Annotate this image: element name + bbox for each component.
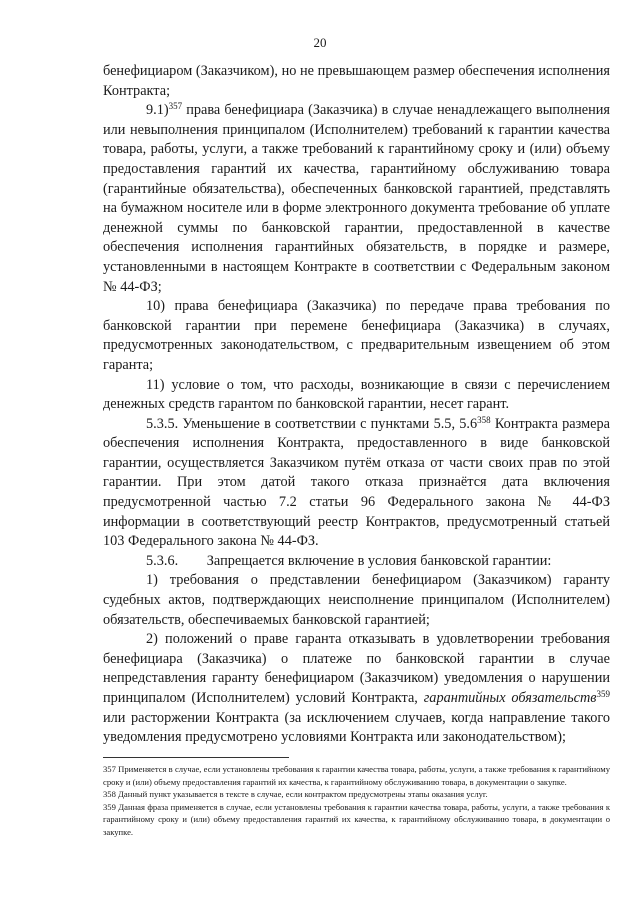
- footnote-ref-359: 359: [596, 689, 610, 700]
- paragraph-9-1: [103, 101, 610, 297]
- footnotes: [103, 763, 610, 839]
- paragraph-item-2: [103, 630, 610, 748]
- paragraph-11: [103, 376, 610, 415]
- page-number: 20: [313, 35, 327, 50]
- paragraph-continuation: [103, 62, 610, 101]
- paragraph-text: 10) права бенефициара (Заказчика) по передаче права требования по банковской гарантии при перемене бенефициара (Заказчика) в случаях, предусмотренных законодательством, с предварительным извещением об этом гаранта;: [103, 298, 610, 373]
- paragraph-text: 5.3.6. Запрещается включение в условия банковской гарантии:: [146, 552, 552, 569]
- footnote-separator: [103, 757, 289, 758]
- paragraph-text: права бенефициара (Заказчика) в случае ненадлежащего выполнения или невыполнения принципалом (Исполнителем) требований к гарантии качества товара, работы, услуги, а также требований к гарантийному сроку и (или) объему предоставления гарантий их качества, гарантийному обслуживанию товара (гарантийные обязательства), обеспеченных банковской гарантией, представлять на бумажном носителе или в форме электронного документа требование об уплате денежной суммы по банковской гарантии, предоставленной в качестве обеспечения исполнения гарантийных обязательств, в порядке и размере, установленными в настоящем Контракте в соответствии с Федеральным законом № 44-ФЗ;: [103, 102, 610, 295]
- paragraph-text: бенефициаром (Заказчиком), но не превышающем размер обеспечения исполнения Контракта;: [103, 63, 610, 99]
- paragraph-text: Контракта размера обеспечения исполнения Контракта, предоставленного в виде банковской гарантии, осуществляется Заказчиком путём отказа от части своих прав по этой гарантии. При этом датой такого отказа признаётся дата включения предусмотренной частью 7.2 статьи 96 Федерального закона № 44-ФЗ информации в соответствующий реестр Контрактов, предусмотренный статьей 103 Федерального закона № 44-ФЗ.: [103, 415, 610, 550]
- footnote-359: 359 Данная фраза применяется в случае, если установлены требования к гарантии качества товара, работы, услуги, а также требования к гарантийному сроку и (или) объему предоставления гарантий их качества, к гарантийному обслуживанию товара, в документации о закупке.: [103, 801, 610, 837]
- paragraph-item-1: [103, 571, 610, 630]
- paragraph-prefix: 5.3.5. Уменьшение в соответствии с пунктами 5.5, 5.6: [146, 415, 478, 432]
- paragraph-5-3-5: [103, 415, 610, 552]
- footnote-ref-358: 358: [477, 414, 491, 425]
- italic-phrase: гарантийных обязательств: [423, 690, 597, 706]
- paragraph-text: 11) условие о том, что расходы, возникающие в связи с перечислением денежных средств гарантом по банковской гарантии, несет гарант.: [103, 376, 610, 413]
- paragraph-10: [103, 297, 610, 375]
- paragraph-prefix: 9.1): [146, 102, 169, 119]
- document-body: [103, 62, 610, 748]
- paragraph-text: или расторжении Контракта (за исключением случаев, когда направление такого уведомления предусмотрено условиями Контракта или законодательством);: [103, 709, 610, 746]
- footnote-ref-357: 357: [168, 101, 183, 112]
- footnote-358: 358 Данный пункт указывается в тексте в случае, если контрактом предусмотрены этапы оказания услуг.: [103, 789, 488, 800]
- paragraph-5-3-6: [103, 552, 610, 572]
- paragraph-text: 1) требования о представлении бенефициаром (Заказчиком) гаранту судебных актов, подтверждающих неисполнение принципалом (Исполнителем) обязательств, обеспечиваемых банковской гарантией;: [103, 572, 610, 628]
- paragraph-prefix: 2) положений о праве гаранта отказывать в удовлетворении требования бенефициара (Заказчика) о платеже по банковской гарантии в случае непредставления гаранту бенефициаром (Заказчиком) уведомления о нарушении принципалом (Исполнителем) условий Контракта,: [103, 631, 610, 706]
- footnote-357: 357 Применяется в случае, если установлены требования к гарантии качества товара, работы, услуги, а также требования к гарантийному сроку и (или) объему предоставления гарантий их качества, к гарантийному обслуживанию товара, в документации о закупке.: [103, 764, 610, 787]
